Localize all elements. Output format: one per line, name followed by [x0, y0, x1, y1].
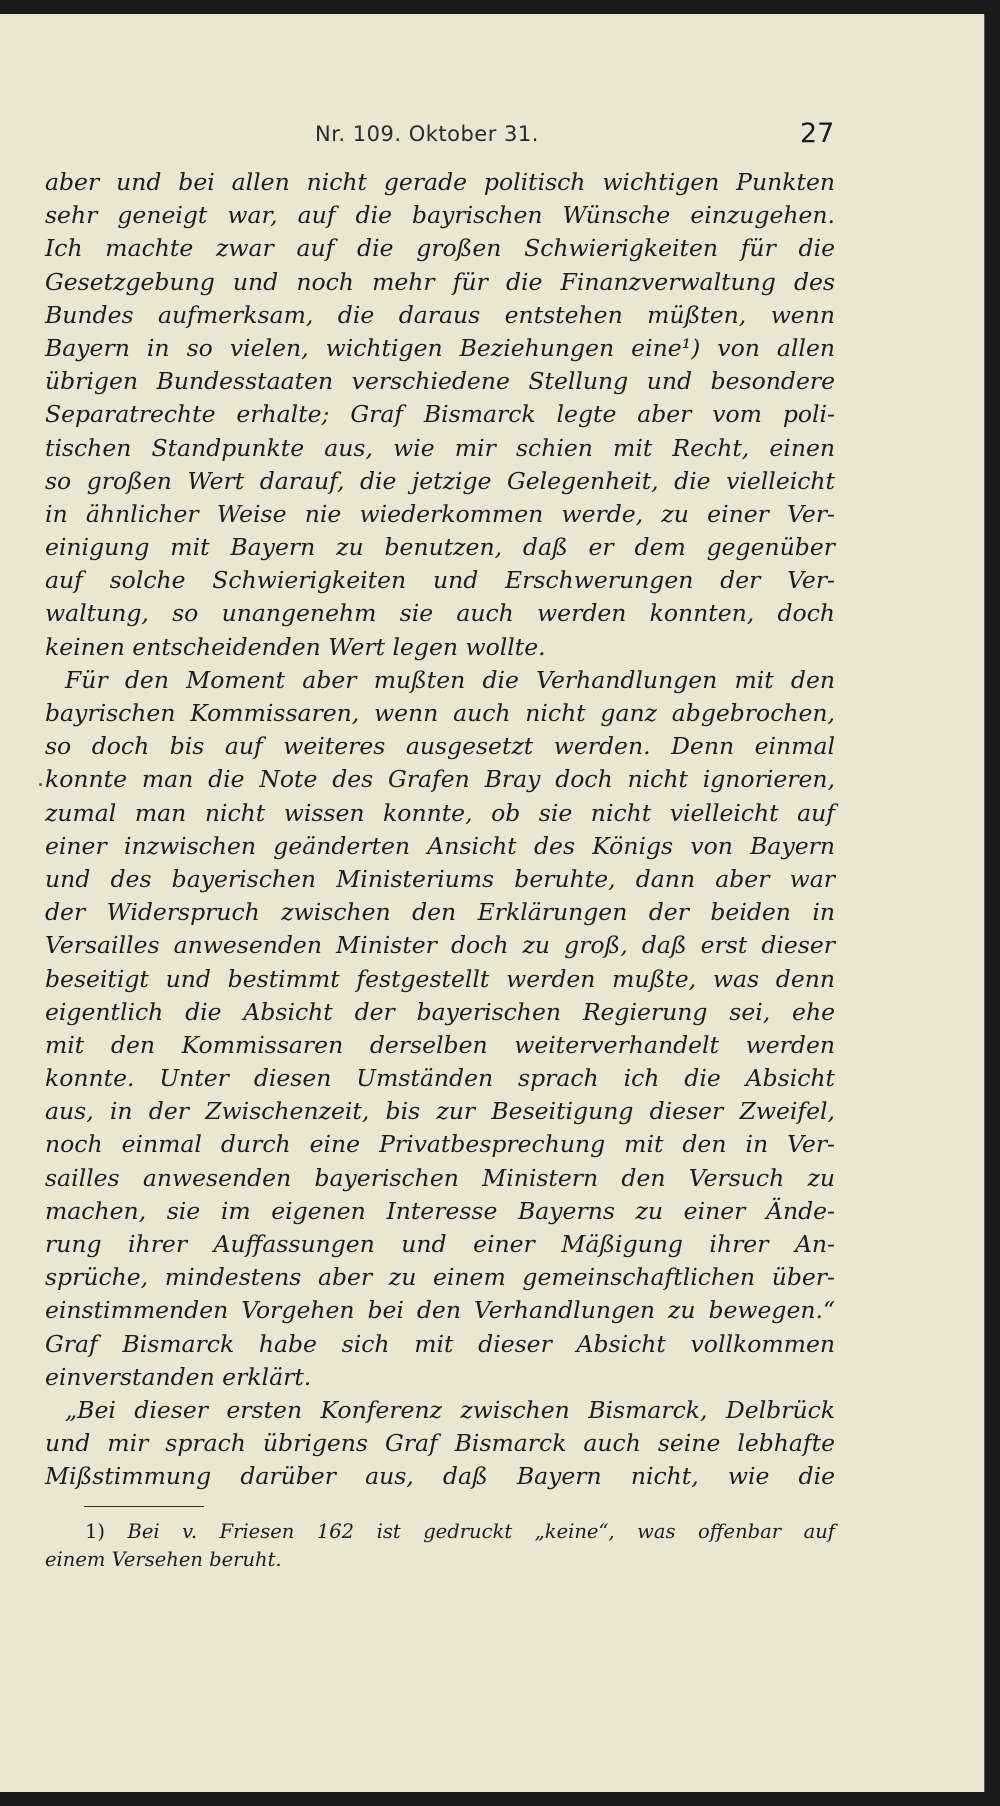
- text-line: Für den Moment aber mußten die Verhandlungen mit den: [65, 665, 835, 694]
- text-line: Bayern in so vielen, wichtigen Beziehungen eine¹) von allen: [45, 333, 835, 362]
- text-line: waltung, so unangenehm sie auch werden konnten, doch: [45, 599, 835, 628]
- text-line: machen, sie im eigenen Interesse Bayerns zu einer Ände-: [45, 1196, 835, 1225]
- text-line: so großen Wert darauf, die jetzige Gelegenheit, die vielleicht: [45, 466, 835, 495]
- text-line: Bundes aufmerksam, die daraus entstehen müßten, wenn: [45, 300, 835, 329]
- text-line: zumal man nicht wissen konnte, ob sie nicht vielleicht auf: [45, 798, 835, 827]
- text-line: einigung mit Bayern zu benutzen, daß er dem gegenüber: [45, 533, 835, 562]
- text-line: bayrischen Kommissaren, wenn auch nicht ganz abgebrochen,: [45, 699, 835, 727]
- text-line: und mir sprach übrigens Graf Bismarck auch seine lebhafte: [45, 1429, 835, 1458]
- body-text: [45, 166, 835, 1494]
- page-number: 27: [800, 118, 835, 149]
- text-line: Versailles anwesenden Minister doch zu groß, daß erst dieser: [45, 931, 835, 960]
- text-line: auf solche Schwierigkeiten und Erschwerungen der Ver-: [45, 566, 835, 595]
- text-line: tischen Standpunkte aus, wie mir schien mit Recht, einen: [45, 433, 835, 462]
- text-line: so doch bis auf weiteres ausgesetzt werden. Denn einmal: [45, 732, 835, 761]
- text-line: Ich machte zwar auf die großen Schwierigkeiten für die: [45, 234, 835, 263]
- text-line: in ähnlicher Weise nie wiederkommen werde, zu einer Ver-: [45, 499, 835, 528]
- text-line: konnte man die Note des Grafen Bray doch nicht ignorieren,: [45, 765, 835, 794]
- text-line: Graf Bismarck habe sich mit dieser Absicht vollkommen: [45, 1329, 835, 1358]
- text-line: sehr geneigt war, auf die bayrischen Wünsche einzugehen.: [45, 201, 835, 230]
- text-line: beseitigt und bestimmt festgestellt werden mußte, was denn: [45, 964, 835, 993]
- text-line: sailles anwesenden bayerischen Ministern den Versuch zu: [45, 1163, 835, 1192]
- text-line: noch einmal durch eine Privatbesprechung mit den in Ver-: [45, 1130, 835, 1159]
- text-line: aus, in der Zwischenzeit, bis zur Beseitigung dieser Zweifel,: [45, 1097, 835, 1126]
- footnote: [45, 1518, 835, 1574]
- running-head: Nr. 109. Oktober 31.: [315, 122, 539, 146]
- text-line: aber und bei allen nicht gerade politisch wichtigen Punkten: [45, 168, 835, 196]
- text-line: sprüche, mindestens aber zu einem gemeinschaftlichen über-: [45, 1263, 835, 1292]
- page-header: [0, 114, 984, 154]
- text-line: Gesetzgebung und noch mehr für die Finanzverwaltung des: [45, 267, 835, 296]
- footnote-text: Bei v. Friesen 162 ist gedruckt „keine“, was offenbar auf: [127, 1520, 836, 1543]
- text-line: Separatrechte erhalte; Graf Bismarck legte aber vom poli-: [45, 400, 835, 429]
- text-line: konnte. Unter diesen Umständen sprach ich die Absicht: [45, 1064, 835, 1093]
- text-line: Mißstimmung darüber aus, daß Bayern nicht, wie die: [45, 1462, 835, 1491]
- text-line: keinen entscheidenden Wert legen wollte.: [45, 632, 546, 661]
- text-line: rung ihrer Auffassungen und einer Mäßigung ihrer An-: [45, 1230, 835, 1258]
- text-line: „Bei dieser ersten Konferenz zwischen Bismarck, Delbrück: [65, 1395, 835, 1424]
- footnote-line: [45, 1518, 835, 1546]
- text-line: und des bayerischen Ministeriums beruhte, dann aber war: [45, 864, 835, 893]
- footnote-line: einem Versehen beruht.: [45, 1548, 282, 1571]
- text-line: einverstanden erklärt.: [45, 1362, 312, 1391]
- text-line: der Widerspruch zwischen den Erklärungen der beiden in: [45, 898, 835, 927]
- text-line: mit den Kommissaren derselben weiterverhandelt werden: [45, 1030, 835, 1059]
- footnote-rule: [84, 1506, 204, 1507]
- text-line: einstimmenden Vorgehen bei den Verhandlungen zu bewegen.“: [45, 1296, 835, 1325]
- text-line: einer inzwischen geänderten Ansicht des Königs von Bayern: [45, 831, 835, 860]
- text-line: übrigen Bundesstaaten verschiedene Stellung und besondere: [45, 367, 835, 396]
- text-line: eigentlich die Absicht der bayerischen Regierung sei, ehe: [45, 997, 835, 1026]
- margin-mark: [39, 783, 42, 786]
- footnote-number: 1): [85, 1520, 106, 1543]
